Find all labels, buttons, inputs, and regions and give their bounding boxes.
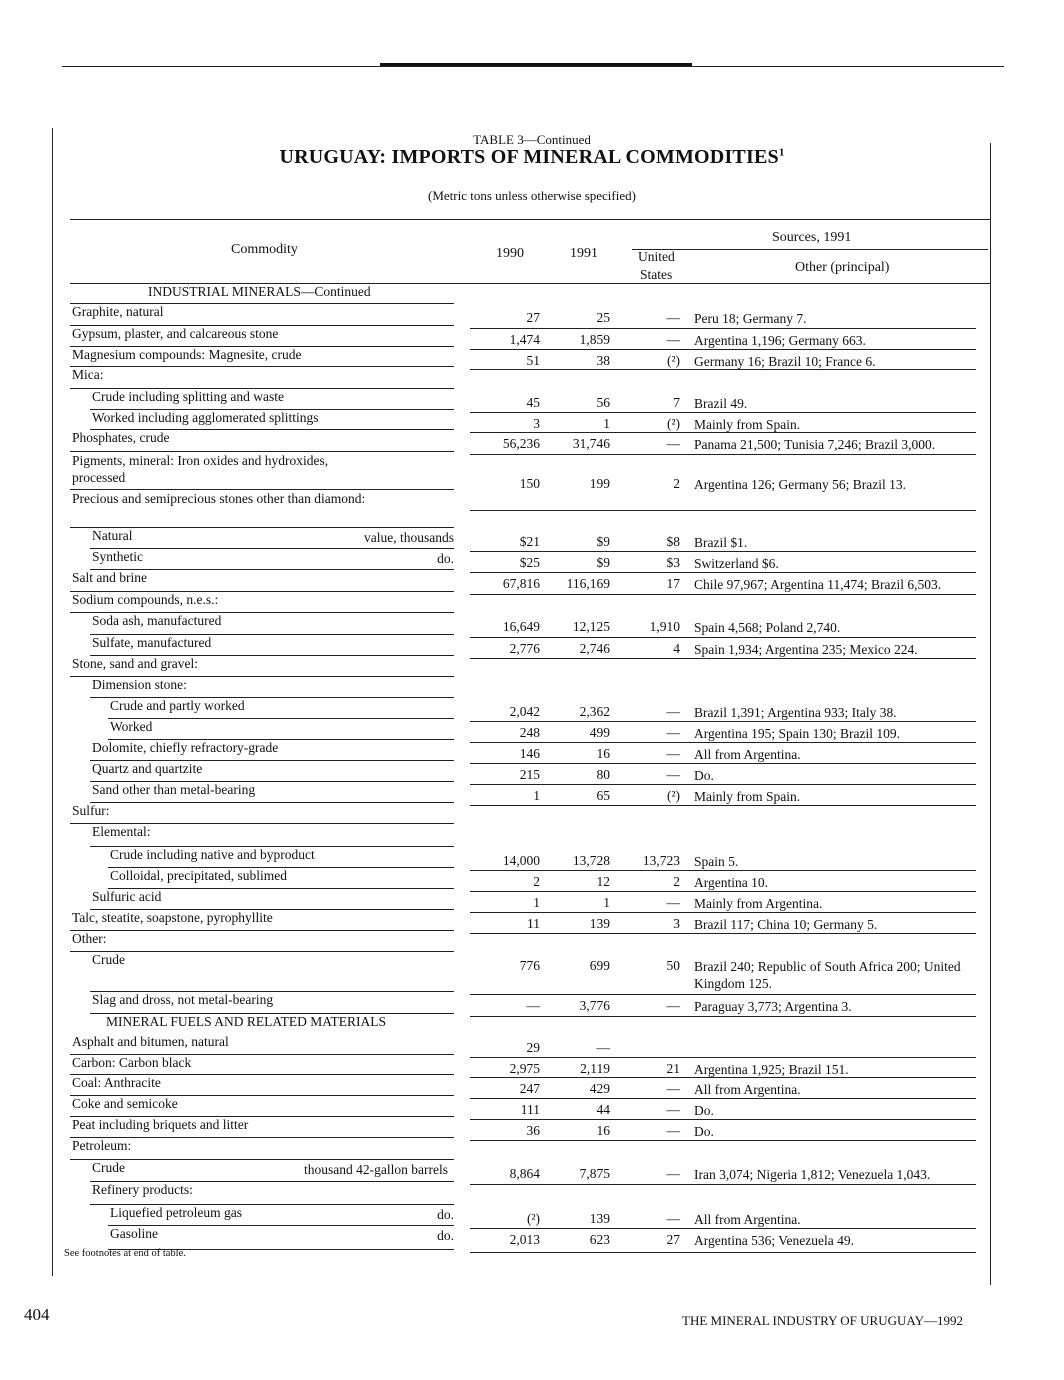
value-1990: 16,649 bbox=[502, 619, 540, 634]
value-united-states: (²) bbox=[666, 416, 680, 431]
value-united-states: 27 bbox=[666, 1232, 680, 1247]
commodity-label: Sulfate, manufactured bbox=[92, 635, 212, 650]
row-rule-data bbox=[470, 912, 976, 913]
value-other-sources: Argentina 1,196; Germany 663. bbox=[694, 333, 866, 348]
commodity-label: Petroleum: bbox=[72, 1138, 132, 1153]
value-1990: 1,474 bbox=[509, 332, 540, 347]
value-1990: — bbox=[526, 998, 540, 1013]
value-1990: 776 bbox=[519, 958, 540, 973]
value-other-sources: Mainly from Spain. bbox=[694, 789, 801, 804]
value-other-sources: Brazil 49. bbox=[694, 396, 748, 411]
row-rule-data bbox=[470, 805, 976, 806]
commodity-label: Carbon: Carbon black bbox=[72, 1055, 192, 1070]
row-rule-left bbox=[90, 802, 454, 803]
commodity-label: Liquefied petroleum gas bbox=[110, 1205, 242, 1220]
commodity-label: Crude bbox=[92, 952, 125, 967]
value-1991: 499 bbox=[589, 725, 610, 740]
commodity-label: Quartz and quartzite bbox=[92, 761, 203, 776]
running-footer: THE MINERAL INDUSTRY OF URUGUAY—1992 bbox=[682, 1313, 963, 1328]
value-united-states: — bbox=[666, 1081, 680, 1096]
value-united-states: — bbox=[666, 704, 680, 719]
commodity-label: Other: bbox=[72, 931, 107, 946]
value-other-sources: Brazil $1. bbox=[694, 535, 748, 550]
row-rule-data bbox=[470, 551, 976, 552]
row-rule-data bbox=[470, 870, 976, 871]
row-rule-left bbox=[90, 1013, 454, 1014]
row-rule-left bbox=[70, 366, 454, 367]
value-other-sources: All from Argentina. bbox=[694, 1212, 801, 1227]
commodity-label: Colloidal, precipitated, sublimed bbox=[110, 868, 287, 883]
row-rule-data bbox=[470, 1016, 976, 1017]
value-1991: 1,859 bbox=[579, 332, 610, 347]
value-other-sources: Peru 18; Germany 7. bbox=[694, 311, 807, 326]
unit-label: thousand 42-gallon barrels bbox=[304, 1162, 448, 1177]
value-other-sources: Mainly from Argentina. bbox=[694, 896, 823, 911]
row-rule-data bbox=[470, 432, 976, 433]
value-1991: 2,746 bbox=[579, 641, 610, 656]
value-1990: 27 bbox=[526, 310, 540, 325]
value-united-states: 1,910 bbox=[649, 619, 680, 634]
value-other-sources: Spain 5. bbox=[694, 854, 739, 869]
value-1991: — bbox=[596, 1040, 610, 1055]
value-1990: 150 bbox=[519, 476, 540, 491]
row-rule-data bbox=[470, 594, 976, 595]
value-1990: 247 bbox=[519, 1081, 540, 1096]
value-other-sources: Argentina 195; Spain 130; Brazil 109. bbox=[694, 726, 900, 741]
value-1990: 11 bbox=[527, 916, 540, 931]
value-united-states: 17 bbox=[666, 576, 680, 591]
row-rule-left bbox=[90, 548, 454, 549]
commodity-label: Sulfuric acid bbox=[92, 889, 162, 904]
row-rule-left bbox=[108, 1225, 454, 1226]
table-label: TABLE 3—Continued bbox=[473, 132, 591, 147]
value-1991: 429 bbox=[589, 1081, 610, 1096]
value-1990: $25 bbox=[519, 555, 540, 570]
commodity-label: Phosphates, crude bbox=[72, 430, 170, 445]
commodity-label: Dolomite, chiefly refractory-grade bbox=[92, 740, 279, 755]
value-united-states: 3 bbox=[673, 916, 680, 931]
value-other-sources: Argentina 536; Venezuela 49. bbox=[694, 1233, 854, 1248]
value-united-states: — bbox=[666, 332, 680, 347]
value-united-states: 2 bbox=[673, 874, 680, 889]
commodity-label: Stone, sand and gravel: bbox=[72, 656, 198, 671]
row-rule-data bbox=[470, 994, 976, 995]
value-1991: 699 bbox=[589, 958, 610, 973]
commodity-label: Worked including agglomerated splittings bbox=[92, 410, 319, 425]
value-1991: 56 bbox=[596, 395, 610, 410]
row-rule-data bbox=[470, 891, 976, 892]
value-1991: 116,169 bbox=[566, 576, 610, 591]
value-1991: 44 bbox=[596, 1102, 610, 1117]
value-other-sources: Brazil 1,391; Argentina 933; Italy 38. bbox=[694, 705, 897, 720]
value-other-sources: Mainly from Spain. bbox=[694, 417, 801, 432]
value-1991: 12,125 bbox=[572, 619, 610, 634]
value-1991: 38 bbox=[596, 353, 610, 368]
commodity-label: Worked bbox=[110, 719, 153, 734]
commodity-label: Soda ash, manufactured bbox=[92, 613, 222, 628]
value-1990: 215 bbox=[519, 767, 540, 782]
value-1990: 8,864 bbox=[509, 1166, 540, 1181]
title-footnote-marker: 1 bbox=[778, 146, 785, 159]
value-united-states: — bbox=[666, 1123, 680, 1138]
section-mineral-fuels: MINERAL FUELS AND RELATED MATERIALS bbox=[106, 1014, 386, 1029]
commodity-label: Sodium compounds, n.e.s.: bbox=[72, 592, 219, 607]
table-title-text: URUGUAY: IMPORTS OF MINERAL COMMODITIES bbox=[279, 146, 779, 168]
row-rule-data bbox=[470, 763, 976, 764]
row-rule-data bbox=[470, 1119, 976, 1120]
value-other-sources: Germany 16; Brazil 10; France 6. bbox=[694, 354, 876, 369]
commodity-label: Gypsum, plaster, and calcareous stone bbox=[72, 326, 279, 341]
value-1990: 111 bbox=[520, 1102, 540, 1117]
value-united-states: 21 bbox=[666, 1061, 680, 1076]
header-1990: 1990 bbox=[496, 246, 524, 261]
value-1991: 25 bbox=[596, 310, 610, 325]
value-other-sources: Do. bbox=[694, 1103, 714, 1118]
value-1990: 248 bbox=[519, 725, 540, 740]
commodity-label: Natural bbox=[92, 528, 133, 543]
commodity-label: Synthetic bbox=[92, 549, 143, 564]
value-united-states: — bbox=[666, 725, 680, 740]
header-other-principal: Other (principal) bbox=[795, 260, 890, 275]
row-rule-data bbox=[470, 1057, 976, 1058]
value-1990: 36 bbox=[526, 1123, 540, 1138]
value-1990: 1 bbox=[533, 895, 540, 910]
value-1990: (²) bbox=[526, 1211, 540, 1226]
value-1991: 16 bbox=[596, 1123, 610, 1138]
value-1990: $21 bbox=[519, 534, 540, 549]
value-1991: 65 bbox=[596, 788, 610, 803]
value-1990: 146 bbox=[519, 746, 540, 761]
value-1991: 3,776 bbox=[579, 998, 610, 1013]
row-rule-data bbox=[470, 933, 976, 934]
header-1991: 1991 bbox=[570, 246, 598, 261]
commodity-label: Gasoline bbox=[110, 1226, 158, 1241]
value-united-states: 7 bbox=[673, 395, 680, 410]
value-1991: 31,746 bbox=[572, 436, 610, 451]
commodity-label: Graphite, natural bbox=[72, 304, 164, 319]
table-subtitle: (Metric tons unless otherwise specified) bbox=[428, 188, 636, 203]
value-other-sources: Panama 21,500; Tunisia 7,246; Brazil 3,000. bbox=[694, 437, 936, 452]
commodity-label: Precious and semiprecious stones other than diamond: bbox=[72, 491, 366, 506]
value-united-states: — bbox=[666, 746, 680, 761]
value-other-sources: Chile 97,967; Argentina 11,474; Brazil 6,503. bbox=[694, 577, 942, 592]
row-rule-data bbox=[470, 328, 976, 329]
commodity-label: Crude including native and byproduct bbox=[110, 847, 315, 862]
row-rule-data bbox=[470, 1077, 976, 1078]
commodity-label: Coke and semicoke bbox=[72, 1096, 178, 1111]
value-1991: 7,875 bbox=[579, 1166, 610, 1181]
value-other-sources: Do. bbox=[694, 768, 714, 783]
value-1991: 139 bbox=[589, 916, 610, 931]
header-united-line1: United bbox=[638, 249, 675, 264]
row-rule-data bbox=[470, 637, 976, 638]
row-rule-left bbox=[70, 930, 454, 931]
unit-label: value, thousands bbox=[364, 530, 454, 545]
value-united-states: — bbox=[666, 895, 680, 910]
row-rule-data bbox=[470, 1252, 976, 1253]
value-other-sources: Argentina 126; Germany 56; Brazil 13. bbox=[694, 477, 906, 492]
commodity-label: Sand other than metal-bearing bbox=[92, 782, 256, 797]
value-other-sources: Brazil 240; Republic of South Africa 200; United Kingdom 125. bbox=[694, 959, 961, 991]
unit-label: do. bbox=[437, 1207, 454, 1222]
header-sources-1991: Sources, 1991 bbox=[772, 230, 852, 245]
value-1991: $9 bbox=[596, 534, 610, 549]
value-1991: $9 bbox=[596, 555, 610, 570]
row-rule-data bbox=[470, 658, 976, 659]
commodity-label: Refinery products: bbox=[92, 1182, 193, 1197]
value-1991: 1 bbox=[603, 895, 610, 910]
value-1991: 12 bbox=[596, 874, 610, 889]
commodity-label: Crude and partly worked bbox=[110, 698, 245, 713]
row-rule-data bbox=[470, 1140, 976, 1141]
value-other-sources: Brazil 117; China 10; Germany 5. bbox=[694, 917, 878, 932]
unit-label: do. bbox=[437, 551, 454, 566]
section-industrial-minerals: INDUSTRIAL MINERALS—Continued bbox=[148, 284, 371, 299]
value-united-states: 13,723 bbox=[642, 853, 680, 868]
value-other-sources: Argentina 1,925; Brazil 151. bbox=[694, 1062, 849, 1077]
value-united-states: 2 bbox=[673, 476, 680, 491]
commodity-label: Coal: Anthracite bbox=[72, 1075, 161, 1090]
row-rule-data bbox=[470, 510, 976, 511]
value-1990: 2,776 bbox=[509, 641, 540, 656]
row-rule-data bbox=[470, 412, 976, 413]
value-united-states: 50 bbox=[666, 958, 680, 973]
value-united-states: — bbox=[666, 436, 680, 451]
value-1990: 2,013 bbox=[509, 1232, 540, 1247]
value-other-sources: Iran 3,074; Nigeria 1,812; Venezuela 1,043. bbox=[694, 1167, 931, 1182]
row-rule-data bbox=[470, 454, 976, 455]
value-1991: 139 bbox=[589, 1211, 610, 1226]
commodity-label: Dimension stone: bbox=[92, 677, 187, 692]
value-united-states: 4 bbox=[673, 641, 680, 656]
value-1990: 2,975 bbox=[509, 1061, 540, 1076]
value-other-sources: Spain 4,568; Poland 2,740. bbox=[694, 620, 841, 635]
commodity-label: Magnesium compounds: Magnesite, crude bbox=[72, 347, 302, 362]
commodity-label: Salt and brine bbox=[72, 570, 147, 585]
value-other-sources: Do. bbox=[694, 1124, 714, 1139]
value-1991: 2,362 bbox=[579, 704, 610, 719]
commodity-label: Talc, steatite, soapstone, pyrophyllite bbox=[72, 910, 273, 925]
value-united-states: — bbox=[666, 310, 680, 325]
value-united-states: — bbox=[666, 767, 680, 782]
commodity-label: Crude including splitting and waste bbox=[92, 389, 284, 404]
commodity-label: Slag and dross, not metal-bearing bbox=[92, 992, 274, 1007]
value-1990: 2 bbox=[533, 874, 540, 889]
value-united-states: — bbox=[666, 998, 680, 1013]
value-1990: 3 bbox=[533, 416, 540, 431]
value-other-sources: Argentina 10. bbox=[694, 875, 768, 890]
value-united-states: $3 bbox=[666, 555, 680, 570]
value-other-sources: Spain 1,934; Argentina 235; Mexico 224. bbox=[694, 642, 918, 657]
value-1990: 29 bbox=[526, 1040, 540, 1055]
commodity-label: Mica: bbox=[72, 367, 104, 382]
value-1991: 13,728 bbox=[572, 853, 610, 868]
commodity-label: Pigments, mineral: Iron oxides and hydroxides, processed bbox=[72, 453, 329, 485]
value-1990: 1 bbox=[533, 788, 540, 803]
value-1990: 51 bbox=[526, 353, 540, 368]
value-1991: 623 bbox=[589, 1232, 610, 1247]
row-rule-left bbox=[70, 951, 454, 952]
value-1990: 2,042 bbox=[509, 704, 540, 719]
row-rule-data bbox=[470, 349, 976, 350]
row-rule-data bbox=[470, 1098, 976, 1099]
value-1991: 199 bbox=[589, 476, 610, 491]
header-united-line2: States bbox=[640, 267, 673, 282]
value-1990: 45 bbox=[526, 395, 540, 410]
value-1990: 56,236 bbox=[502, 436, 540, 451]
value-1990: 67,816 bbox=[502, 576, 540, 591]
value-united-states: — bbox=[666, 1102, 680, 1117]
header-commodity: Commodity bbox=[231, 242, 298, 257]
value-1991: 1 bbox=[603, 416, 610, 431]
commodity-label: Asphalt and bitumen, natural bbox=[72, 1034, 229, 1049]
commodity-label: Peat including briquets and litter bbox=[72, 1117, 249, 1132]
row-rule-left bbox=[70, 1159, 454, 1160]
value-united-states: $8 bbox=[666, 534, 680, 549]
value-1991: 16 bbox=[596, 746, 610, 761]
row-rule-left bbox=[108, 718, 454, 719]
row-rule-data bbox=[470, 1184, 976, 1185]
value-other-sources: All from Argentina. bbox=[694, 1082, 801, 1097]
value-1990: 14,000 bbox=[502, 853, 540, 868]
footnote-reference: See footnotes at end of table. bbox=[64, 1248, 186, 1259]
value-united-states: — bbox=[666, 1211, 680, 1226]
commodity-label: Crude bbox=[92, 1160, 125, 1175]
row-rule-data bbox=[470, 721, 976, 722]
value-1991: 80 bbox=[596, 767, 610, 782]
row-rule-data bbox=[470, 742, 976, 743]
row-rule-data bbox=[470, 369, 976, 370]
row-rule-data bbox=[470, 784, 976, 785]
commodity-label: Sulfur: bbox=[72, 803, 110, 818]
commodity-label: Elemental: bbox=[92, 824, 151, 839]
value-other-sources: Switzerland $6. bbox=[694, 556, 779, 571]
value-other-sources: All from Argentina. bbox=[694, 747, 801, 762]
row-rule-data bbox=[470, 1228, 976, 1229]
value-united-states: (²) bbox=[666, 353, 680, 368]
value-other-sources: Paraguay 3,773; Argentina 3. bbox=[694, 999, 852, 1014]
value-united-states: — bbox=[666, 1166, 680, 1181]
row-rule-data bbox=[470, 572, 976, 573]
unit-label: do. bbox=[437, 1228, 454, 1243]
value-1991: 2,119 bbox=[580, 1061, 610, 1076]
value-united-states: (²) bbox=[666, 788, 680, 803]
page-number: 404 bbox=[24, 1305, 50, 1324]
